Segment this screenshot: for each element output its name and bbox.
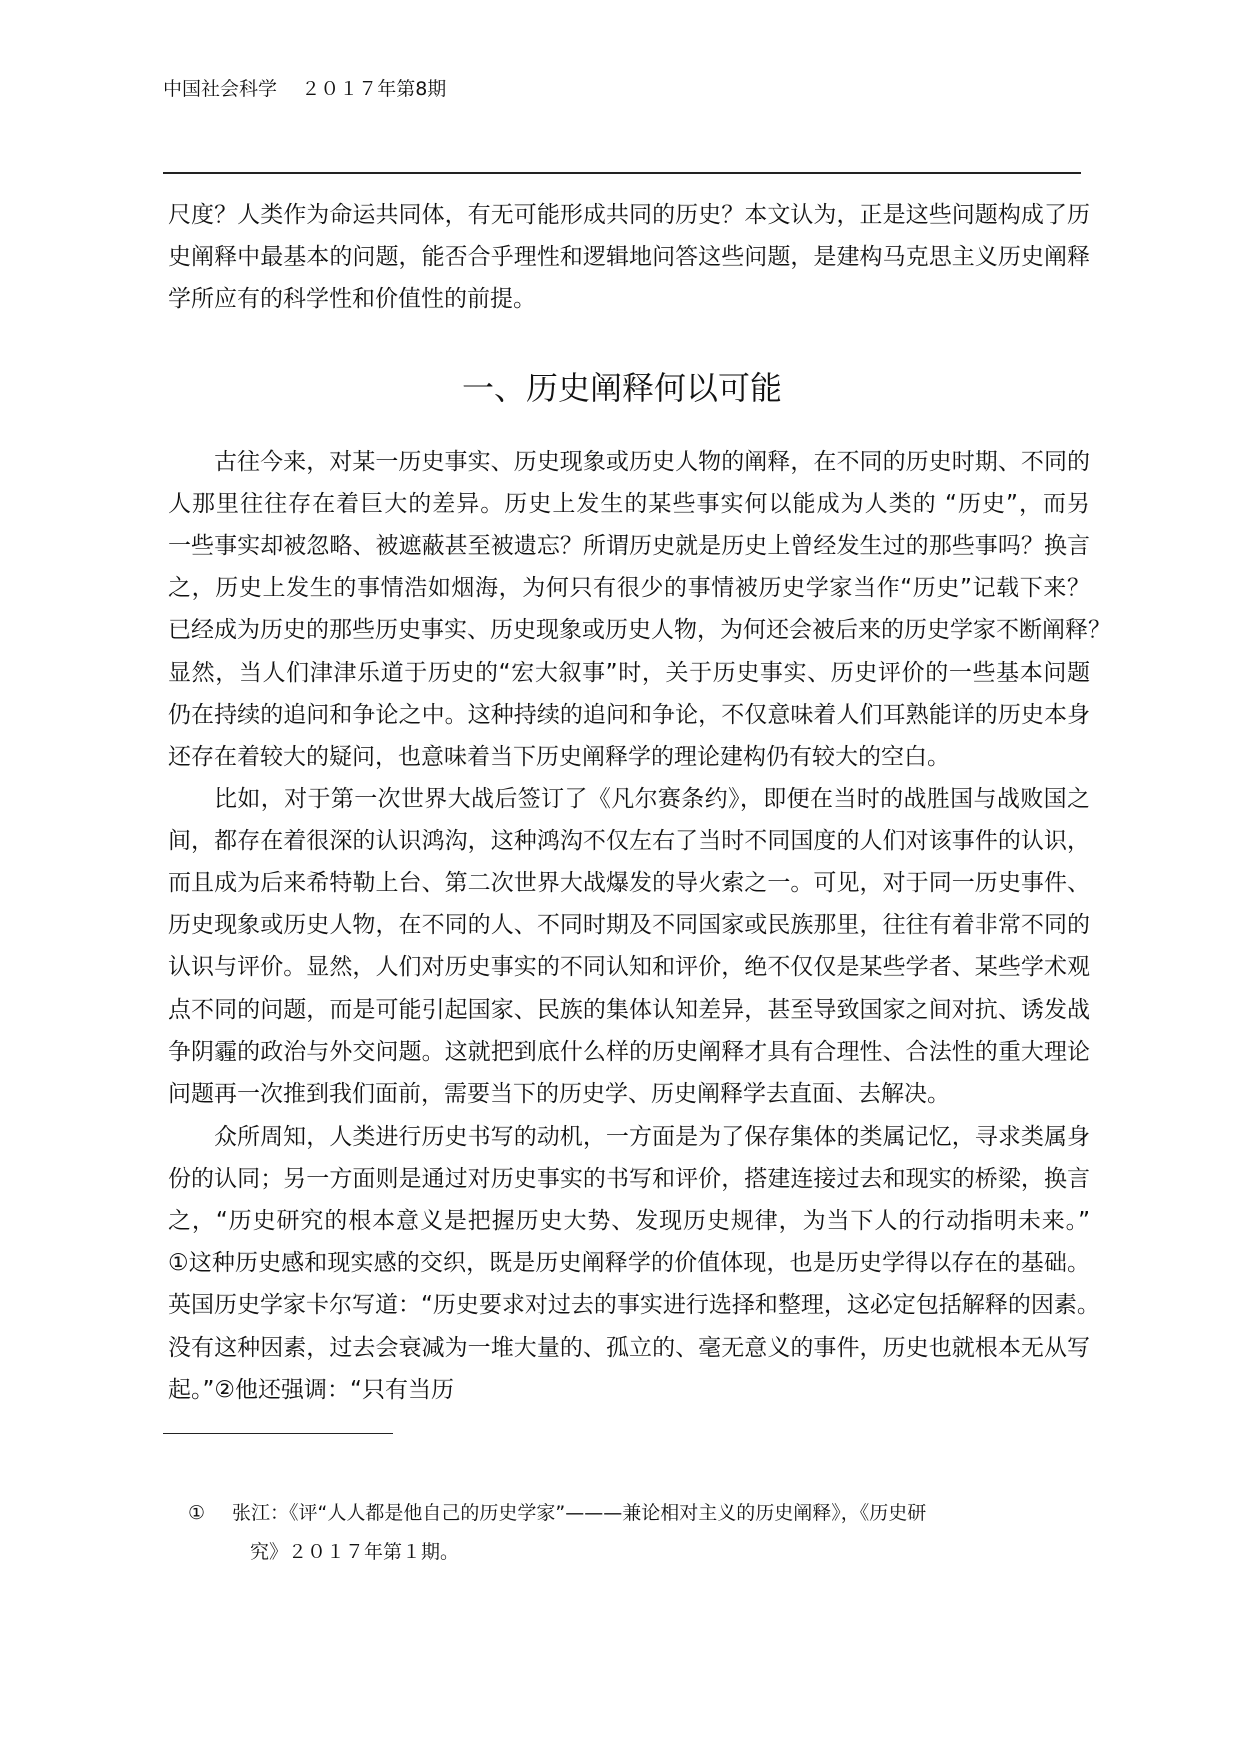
paragraph-2-line: 争阴霾的政治与外交问题。这就把到底什么样的历史阐释才具有合理性、合法性的重大理论 [168, 1038, 1090, 1065]
paragraph-3-line: 份的认同；另一方面则是通过对历史事实的书写和评价，搭建连接过去和现实的桥梁，换言 [168, 1166, 1090, 1193]
paragraph-2-line: 历史现象或历史人物，在不同的人、不同时期及不同国家或民族那里，往往有着非常不同的 [168, 912, 1090, 939]
paragraph-3-line: 之，“历史研究的根本意义是把握历史大势、发现历史规律，为当下人的行动指明未来。” [168, 1208, 1090, 1235]
paragraph-1-line: 已经成为历史的那些历史事实、历史现象或历史人物，为何还会被后来的历史学家不断阐释？ [168, 617, 1111, 644]
paragraph-3-line: 英国历史学家卡尔写道：“历史要求对过去的事实进行选择和整理，这必定包括解释的因素。 [168, 1292, 1100, 1319]
footnote-line-2: 究》２０１７年第１期。 [250, 1541, 460, 1563]
intro-line: 尺度？人类作为命运共同体，有无可能形成共同的历史？本文认为，正是这些问题构成了历 [168, 202, 1090, 228]
running-header [163, 76, 446, 102]
footnote-rule [163, 1433, 393, 1434]
paragraph-1-line: 还存在着较大的疑问，也意味着当下历史阐释学的理论建构仍有较大的空白。 [168, 743, 950, 770]
footnote-marker: ① [188, 1502, 206, 1524]
paragraph-1-line: 一些事实却被忽略、被遮蔽甚至被遗忘？所谓历史就是历史上曾经发生过的那些事吗？换言 [168, 533, 1090, 560]
paragraph-2-line: 而且成为后来希特勒上台、第二次世界大战爆发的导火索之一。可见，对于同一历史事件、 [168, 870, 1090, 897]
paragraph-1-line: 古往今来，对某一历史事实、历史现象或历史人物的阐释，在不同的历史时期、不同的 [214, 449, 1090, 475]
paragraph-2-line: 比如，对于第一次世界大战后签订了《凡尔赛条约》，即便在当时的战胜国与战败国之 [214, 786, 1090, 812]
paragraph-1-line: 之，历史上发生的事情浩如烟海，为何只有很少的事情被历史学家当作“历史”记载下来？ [168, 575, 1090, 602]
journal-name: 中国社会科学 [163, 78, 278, 100]
paragraph-3-line: 起。”②他还强调：“只有当历 [168, 1376, 454, 1403]
paragraph-2-line: 点不同的问题，而是可能引起国家、民族的集体认知差异，甚至导致国家之间对抗、诱发战 [168, 996, 1090, 1023]
section-heading: 一、历史阐释何以可能 [461, 369, 782, 407]
paragraph-3-line: 没有这种因素，过去会衰减为一堆大量的、孤立的、毫无意义的事件，历史也就根本无从写 [168, 1334, 1090, 1361]
paragraph-2-line: 间，都存在着很深的认识鸿沟，这种鸿沟不仅左右了当时不同国度的人们对该事件的认识， [168, 828, 1090, 855]
issue-number: ２０１７年第8期 [301, 78, 447, 100]
paragraph-3-line: ①这种历史感和现实感的交织，既是历史阐释学的价值体现，也是历史学得以存在的基础。 [168, 1250, 1090, 1277]
paragraph-2-line: 认识与评价。显然，人们对历史事实的不同认知和评价，绝不仅仅是某些学者、某些学术观 [168, 954, 1090, 981]
footnote-line-1: 张江：《评“人人都是他自己的历史学家”———兼论相对主义的历史阐释》，《历史研 [232, 1502, 927, 1524]
intro-line: 史阐释中最基本的问题，能否合乎理性和逻辑地问答这些问题，是建构马克思主义历史阐释 [168, 244, 1090, 271]
paragraph-1-line: 显然，当人们津津乐道于历史的“宏大叙事”时，关于历史事实、历史评价的一些基本问题 [168, 659, 1090, 686]
header-rule [163, 172, 1081, 174]
paragraph-2-line: 问题再一次推到我们面前，需要当下的历史学、历史阐释学去直面、去解决。 [168, 1080, 950, 1107]
paragraph-1-line: 仍在持续的追问和争论之中。这种持续的追问和争论，不仅意味着人们耳熟能详的历史本身 [168, 701, 1090, 728]
paragraph-1-line: 人那里往往存在着巨大的差异。历史上发生的某些事实何以能成为人类的 “历史”，而另 [168, 491, 1090, 518]
intro-line: 学所应有的科学性和价值性的前提。 [168, 286, 536, 313]
paragraph-3-line: 众所周知，人类进行历史书写的动机，一方面是为了保存集体的类属记忆，寻求类属身 [214, 1124, 1090, 1150]
